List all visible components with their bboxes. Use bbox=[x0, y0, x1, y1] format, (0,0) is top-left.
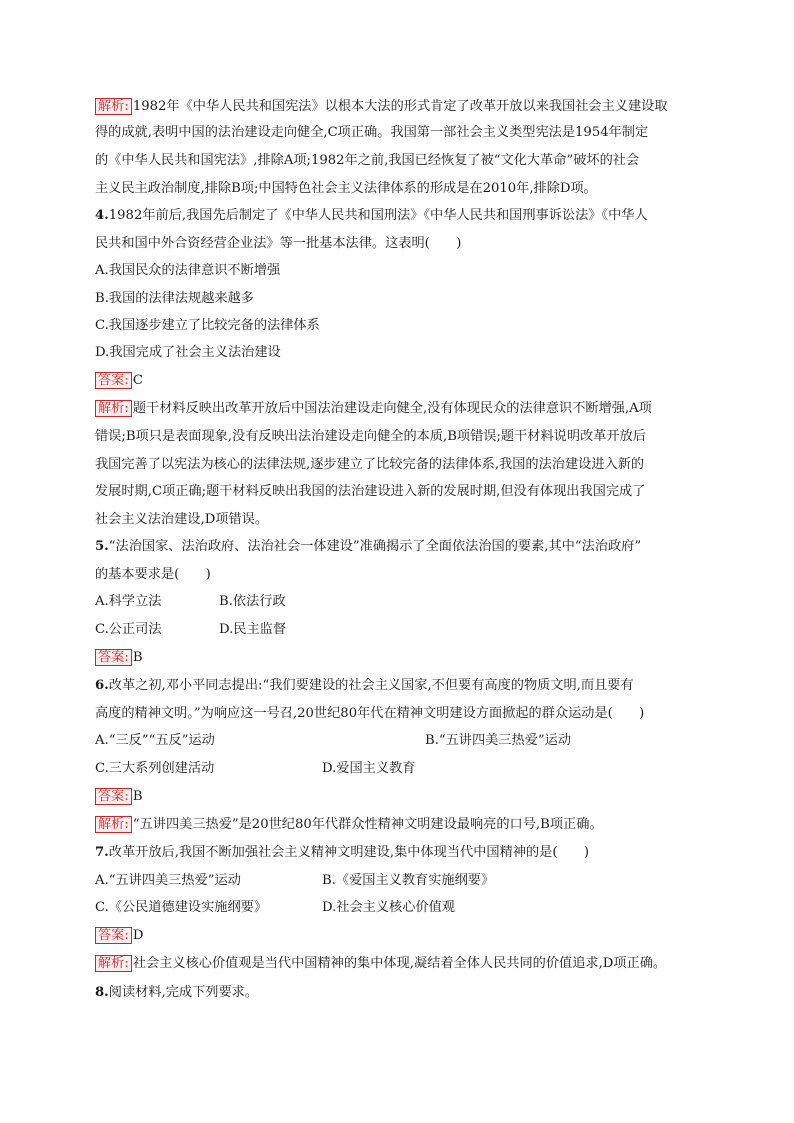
option-d: D.民主监督 bbox=[219, 622, 287, 637]
option-b: B.“五讲四美三热爱”运动 bbox=[425, 733, 572, 748]
question-7-stem: 7.改革开放后,我国不断加强社会主义精神文明建设,集中体现当代中国精神的是( ) bbox=[95, 845, 590, 860]
question-5-stem-cont: 的基本要求是( ) bbox=[95, 567, 211, 582]
analysis-line: 我国完善了以宪法为核心的法律法规,逐步建立了比较完备的法律体系,我国的法治建设进入新的 bbox=[95, 457, 645, 472]
question-6-stem-cont: 高度的精神文明。”为响应这一号召,20世纪80年代在精神文明建设方面掀起的群众运动是( ) bbox=[95, 706, 645, 721]
analysis-line: 主义民主政治制度,排除B项;中国特色社会主义法律体系的形成是在2010年,排除D项。 bbox=[95, 181, 597, 196]
question-number: 7. bbox=[95, 845, 109, 860]
option-a: A.我国民众的法律意识不断增强 bbox=[95, 263, 281, 278]
option-c: C.三大系列创建活动 bbox=[95, 761, 215, 776]
answer-line bbox=[95, 649, 715, 667]
option-a: A.科学立法 bbox=[95, 594, 162, 609]
option-d: D.我国完成了社会主义法治建设 bbox=[95, 345, 281, 360]
analysis-line: 解析: 1982年《中华人民共和国宪法》以根本大法的形式肯定了改革开放以来我国社会主义建设取 bbox=[95, 98, 715, 116]
question-5-stem: 5.“法治国家、法治政府、法治社会一体建设”准确揭示了全面依法治国的要素,其中“法治政府” bbox=[95, 539, 642, 554]
question-8-stem: 8.阅读材料,完成下列要求。 bbox=[95, 985, 259, 1000]
answer-value: B bbox=[132, 650, 143, 665]
analysis-line: 错误;B项只是表面现象,没有反映出法治建设走向健全的本质,B项错误;题干材料说明改革开放后 bbox=[95, 429, 646, 444]
question-4-stem-cont: 民共和国中外合资经营企业法》等一批基本法律。这表明( ) bbox=[95, 236, 462, 251]
option-d: D.社会主义核心价值观 bbox=[322, 900, 455, 915]
analysis-line: 社会主义法治建设,D项错误。 bbox=[95, 512, 269, 527]
answer-label: 答案: bbox=[95, 788, 132, 805]
analysis-label: 解析: bbox=[95, 955, 132, 972]
answer-label: 答案: bbox=[95, 649, 132, 666]
question-number: 6. bbox=[95, 678, 109, 693]
analysis-line: 解析: 社会主义核心价值观是当代中国精神的集中体现,凝结着全体人民共同的价值追求,D项正确。 bbox=[95, 955, 715, 973]
option-a: A.“五讲四美三热爱”运动 bbox=[95, 873, 241, 888]
answer-line bbox=[95, 788, 715, 806]
answer-line bbox=[95, 372, 715, 390]
question-number: 5. bbox=[95, 539, 109, 554]
analysis-label: 解析: bbox=[95, 400, 132, 417]
analysis-line: 发展时期,C项正确;题干材料反映出我国的法治建设进入新的发展时期,但没有体现出我国完成了 bbox=[95, 484, 646, 499]
analysis-line: 得的成就,表明中国的法治建设走向健全,C项正确。我国第一部社会主义类型宪法是1954年制定 bbox=[95, 125, 649, 140]
analysis-label: 解析: bbox=[95, 816, 132, 833]
question-6-stem: 6.改革之初,邓小平同志提出:“我们要建设的社会主义国家,不但要有高度的物质文明,而且要有 bbox=[95, 678, 634, 693]
answer-value: D bbox=[132, 928, 144, 943]
option-c: C.公正司法 bbox=[95, 622, 162, 637]
option-b: B.我国的法律法规越来越多 bbox=[95, 291, 254, 306]
analysis-line: 的《中华人民共和国宪法》,排除A项;1982年之前,我国已经恢复了被“文化大革命”破坏的社会 bbox=[95, 153, 640, 168]
answer-label: 答案: bbox=[95, 372, 132, 389]
option-b: B.依法行政 bbox=[219, 594, 286, 609]
answer-value: C bbox=[132, 373, 143, 388]
option-a: A.“三反”“五反”运动 bbox=[95, 733, 215, 748]
analysis-line: 解析: 题干材料反映出改革开放后中国法治建设走向健全,没有体现民众的法律意识不断增强,A项 bbox=[95, 400, 715, 418]
option-c: C.我国逐步建立了比较完备的法律体系 bbox=[95, 318, 320, 333]
option-b: B.《爱国主义教育实施纲要》 bbox=[322, 873, 495, 888]
analysis-label: 解析: bbox=[95, 98, 132, 115]
option-d: D.爱国主义教育 bbox=[322, 761, 416, 776]
answer-label: 答案: bbox=[95, 927, 132, 944]
option-c: C.《公民道德建设实施纲要》 bbox=[95, 900, 268, 915]
answer-line bbox=[95, 927, 715, 945]
question-number: 4. bbox=[95, 208, 109, 223]
analysis-line: 解析: “五讲四美三热爱”是20世纪80年代群众性精神文明建设最响亮的口号,B项正确。 bbox=[95, 816, 715, 834]
question-number: 8. bbox=[95, 985, 109, 1000]
question-4-stem: 4.1982年前后,我国先后制定了《中华人民共和国刑法》《中华人民共和国刑事诉讼法》《中华人 bbox=[95, 208, 648, 223]
answer-value: B bbox=[132, 789, 143, 804]
